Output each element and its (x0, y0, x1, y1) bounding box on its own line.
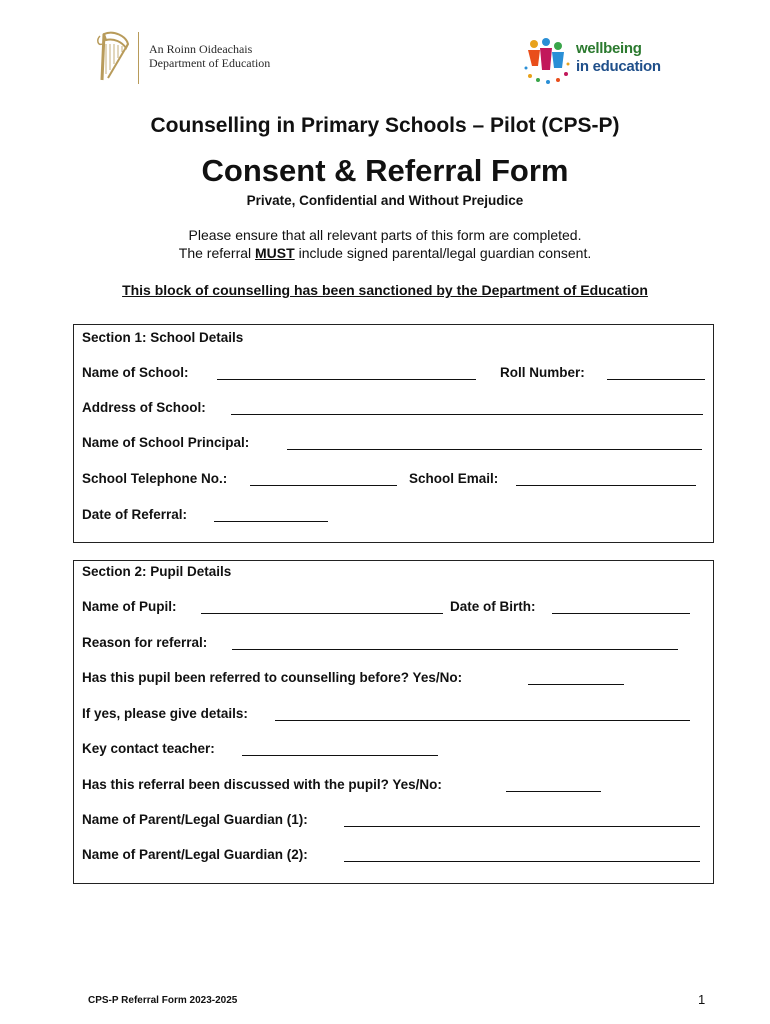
school-address-label: Address of School: (82, 400, 206, 415)
dept-name-english: Department of Education (149, 56, 271, 70)
contact-teacher-label: Key contact teacher: (82, 741, 215, 756)
school-address-field[interactable] (231, 414, 703, 415)
pupil-name-label: Name of Pupil: (82, 599, 177, 614)
roll-number-label: Roll Number: (500, 365, 585, 380)
instruction-line-1: Please ensure that all relevant parts of this form are completed. (188, 227, 582, 243)
pupil-name-field[interactable] (201, 613, 443, 614)
dept-name-irish: An Roinn Oideachais (149, 42, 253, 56)
logo-divider (138, 32, 139, 84)
telephone-field[interactable] (250, 485, 397, 486)
program-title: Counselling in Primary Schools – Pilot (CPS-P) (150, 114, 620, 137)
discussed-field[interactable] (506, 791, 601, 792)
instruction-pre: The referral (178, 245, 256, 261)
school-name-field[interactable] (217, 379, 476, 380)
section2-heading: Section 2: Pupil Details (82, 564, 232, 579)
referral-date-label: Date of Referral: (82, 507, 188, 522)
details-field[interactable] (275, 720, 690, 721)
email-label: School Email: (409, 471, 499, 486)
wellbeing-text: wellbeing (576, 40, 642, 57)
telephone-label: School Telephone No.: (82, 471, 228, 486)
instruction-line-2 (0, 245, 770, 261)
reason-field[interactable] (232, 649, 678, 650)
principal-field[interactable] (287, 449, 702, 450)
guardian2-label: Name of Parent/Legal Guardian (2): (82, 847, 308, 862)
details-label: If yes, please give details: (82, 706, 248, 721)
section1-heading: Section 1: School Details (82, 330, 244, 345)
section-school-details (73, 324, 714, 543)
page-number: 1 (698, 992, 706, 1007)
instruction-emphasis: MUST (255, 245, 295, 261)
wellbeing-people-icon (522, 36, 572, 86)
guardian1-label: Name of Parent/Legal Guardian (1): (82, 812, 308, 827)
section-pupil-details (73, 560, 714, 884)
dob-label: Date of Birth: (450, 599, 536, 614)
footer-form-code: CPS-P Referral Form 2023-2025 (88, 995, 238, 1006)
guardian2-field[interactable] (344, 861, 700, 862)
harp-icon (96, 30, 132, 86)
form-title: Consent & Referral Form (201, 153, 569, 188)
referred-before-label: Has this pupil been referred to counselling before? Yes/No: (82, 670, 463, 685)
contact-teacher-field[interactable] (242, 755, 438, 756)
wellbeing-logo (522, 36, 682, 86)
instruction-post: include signed parental/legal guardian consent. (294, 245, 592, 261)
referral-date-field[interactable] (214, 521, 328, 522)
guardian1-field[interactable] (344, 826, 700, 827)
school-name-label: Name of School: (82, 365, 189, 380)
principal-label: Name of School Principal: (82, 435, 250, 450)
discussed-label: Has this referral been discussed with the pupil? Yes/No: (82, 777, 442, 792)
referred-before-field[interactable] (528, 684, 624, 685)
form-subtitle: Private, Confidential and Without Prejudice (246, 193, 524, 208)
department-logo (96, 30, 276, 86)
roll-number-field[interactable] (607, 379, 705, 380)
email-field[interactable] (516, 485, 696, 486)
sanction-statement: This block of counselling has been sanctioned by the Department of Education (122, 282, 648, 298)
dob-field[interactable] (552, 613, 690, 614)
in-education-text: in education (576, 58, 661, 75)
reason-label: Reason for referral: (82, 635, 208, 650)
